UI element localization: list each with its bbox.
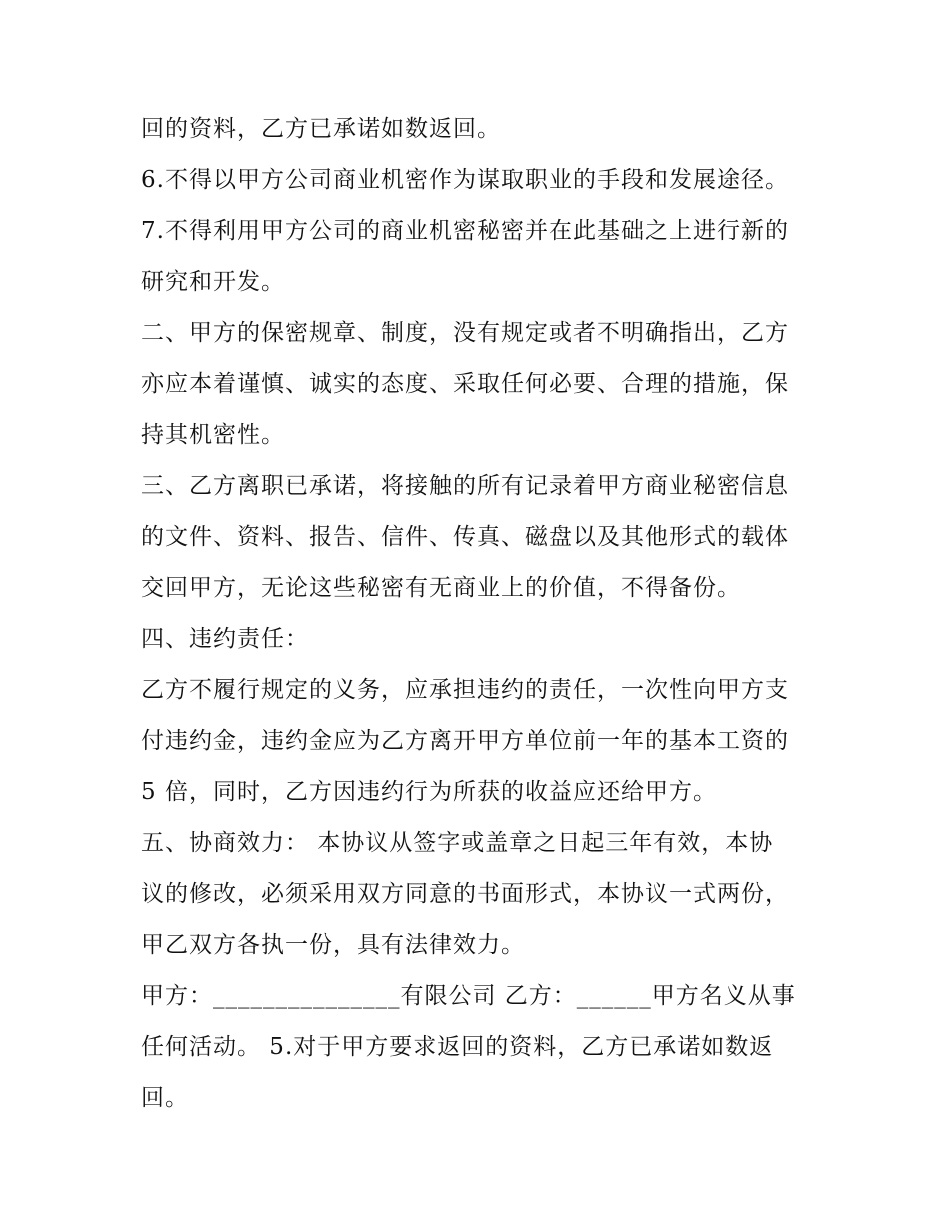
- section-heading: 四、违约责任：: [141, 626, 309, 652]
- text-line: 甲乙双方各执一份，具有法律效力。: [141, 932, 525, 958]
- text-line: 任何活动。 5.对于甲方要求返回的资料，乙方已承诺如数返: [141, 1034, 774, 1060]
- text-line: 6.不得以甲方公司商业机密作为谋取职业的手段和发展途径。: [141, 167, 789, 193]
- text-line: 亦应本着谨慎、诚实的态度、采取任何必要、合理的措施，保: [141, 371, 789, 397]
- document-body: [141, 108, 821, 1128]
- text-line: 二、甲方的保密规章、制度，没有规定或者不明确指出，乙方: [141, 320, 789, 346]
- text-line: 5 倍，同时，乙方因违约行为所获的收益应还给甲方。: [141, 779, 717, 805]
- text-line: 的文件、资料、报告、信件、传真、磁盘以及其他形式的载体: [141, 524, 789, 550]
- signature-line: 甲方：_______________有限公司 乙方：______甲方名义从事: [141, 983, 796, 1009]
- text-line: 回的资料，乙方已承诺如数返回。: [141, 116, 501, 142]
- text-line: 乙方不履行规定的义务，应承担违约的责任，一次性向甲方支: [141, 677, 789, 703]
- text-line: 五、协商效力： 本协议从签字或盖章之日起三年有效，本协: [141, 830, 774, 856]
- text-line: 交回甲方，无论这些秘密有无商业上的价值，不得备份。: [141, 575, 741, 601]
- text-line: 三、乙方离职已承诺，将接触的所有记录着甲方商业秘密信息: [141, 473, 789, 499]
- text-line: 7.不得利用甲方公司的商业机密秘密并在此基础之上进行新的: [141, 218, 789, 244]
- text-line: 持其机密性。: [141, 422, 285, 448]
- text-line: 议的修改，必须采用双方同意的书面形式，本协议一式两份，: [141, 881, 789, 907]
- text-line: 付违约金，违约金应为乙方离开甲方单位前一年的基本工资的: [141, 728, 789, 754]
- text-line: 研究和开发。: [141, 269, 285, 295]
- text-line: 回。: [141, 1085, 189, 1111]
